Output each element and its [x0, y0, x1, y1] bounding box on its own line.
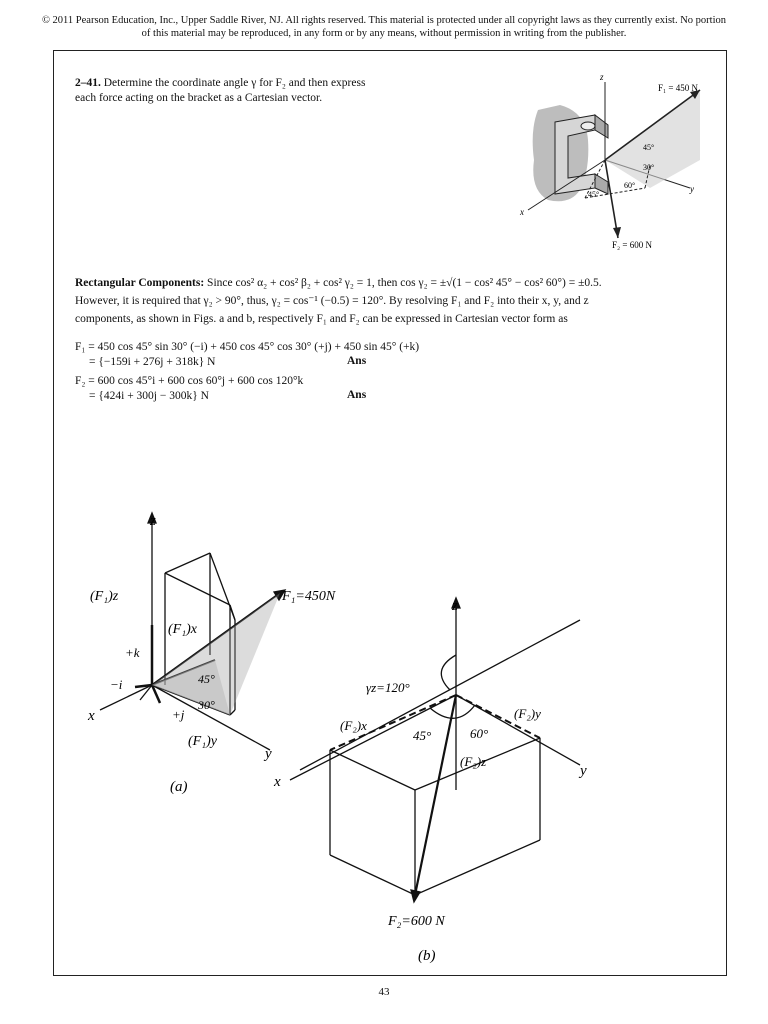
- f2-equation-1: F₂ = 600 cos 45°i + 600 cos 60°j + 600 cos 120°k: [75, 375, 304, 387]
- page-number: 43: [378, 986, 390, 998]
- problem-text: Determine the coordinate angle γ for F₂ and then express each force acting on the bracket as a Cartesian vector.: [75, 77, 366, 104]
- solution-text: [75, 276, 715, 330]
- fb-caption: (b): [418, 948, 436, 964]
- solution-line-2: However, it is required that γ₂ > 90°, thus, γ₂ = cos⁻¹ (−0.5) = 120°. By resolving F₁ and F₂ into their x, y, and z: [75, 295, 589, 307]
- top-x-label: x: [520, 207, 524, 217]
- fb-fx-label: (F₂)x: [340, 718, 367, 733]
- solution-line-3: components, as shown in Figs. a and b, respectively F₁ and F₂ can be expressed in Cartesian vector form as: [75, 313, 568, 325]
- fa-plus-k-label: +k: [125, 645, 140, 660]
- top-angle-60: 60°: [624, 181, 636, 190]
- f1-equation-2: = {−159i + 276j + 318k} N: [89, 356, 216, 368]
- top-angle-30: 30°: [643, 163, 655, 172]
- fb-angle-45: 45°: [413, 728, 432, 743]
- fa-z-label: z: [150, 513, 156, 529]
- bracket-figure: [500, 70, 720, 255]
- solution-heading: Rectangular Components:: [75, 277, 205, 289]
- fb-angle-60: 60°: [470, 726, 489, 741]
- fb-z-label: z: [452, 598, 458, 614]
- top-angle-45a: 45°: [643, 143, 655, 152]
- fa-fy-label: (F₁)y: [188, 734, 217, 749]
- fb-fz-label: (F₂)z: [460, 754, 487, 769]
- fa-angle-45: 45°: [198, 672, 215, 686]
- top-f1-label: F₁ = 450 N: [658, 83, 698, 93]
- top-z-label: z: [600, 72, 604, 82]
- solution-line-1: Rectangular Components: Since cos² α₂ + cos² β₂ + cos² γ₂ = 1, then cos γ₂ = ±√(1 − cos² 45° − cos² 60°) = ±0.5.: [75, 277, 602, 289]
- fb-f2-label: F₂=600 N: [388, 914, 445, 929]
- top-y-label: y: [690, 184, 694, 194]
- fa-caption: (a): [170, 779, 188, 795]
- fb-gamma-label: γz=120°: [366, 680, 410, 695]
- copyright-notice: © 2011 Pearson Education, Inc., Upper Saddle River, NJ. All rights reserved. This material is protected under all copyright laws as they currently exist. No portion of this material may be reproduced, in any form or by any means, without permission in writing from the publisher.: [41, 15, 727, 39]
- fa-minus-i-label: −i: [110, 677, 123, 692]
- top-angle-45b: 45°: [588, 190, 600, 199]
- fa-angle-30: 30°: [198, 698, 215, 712]
- fa-plus-j-label: +j: [172, 707, 185, 722]
- fa-fx-label: (F₁)x: [168, 622, 197, 637]
- fa-y-label: y: [265, 746, 272, 762]
- fa-x-label: x: [88, 708, 95, 724]
- f1-equation-1: F₁ = 450 cos 45° sin 30° (−i) + 450 cos 45° cos 30° (+j) + 450 sin 45° (+k): [75, 341, 420, 353]
- fb-fy-label: (F₂)y: [514, 706, 541, 721]
- f2-equation-2: = {424i + 300j − 300k} N: [89, 390, 209, 402]
- fb-x-label: x: [274, 774, 281, 790]
- figure-b: [270, 590, 610, 970]
- problem-statement: [75, 76, 375, 106]
- problem-number: 2–41.: [75, 77, 101, 89]
- top-f2-label: F₂ = 600 N: [612, 240, 652, 250]
- fa-fz-label: (F₁)z: [90, 589, 119, 604]
- fb-y-label: y: [580, 763, 587, 779]
- fa-f1-label: F₁=450N: [282, 589, 336, 604]
- f2-ans: Ans: [347, 389, 367, 401]
- f1-ans: Ans: [347, 355, 367, 367]
